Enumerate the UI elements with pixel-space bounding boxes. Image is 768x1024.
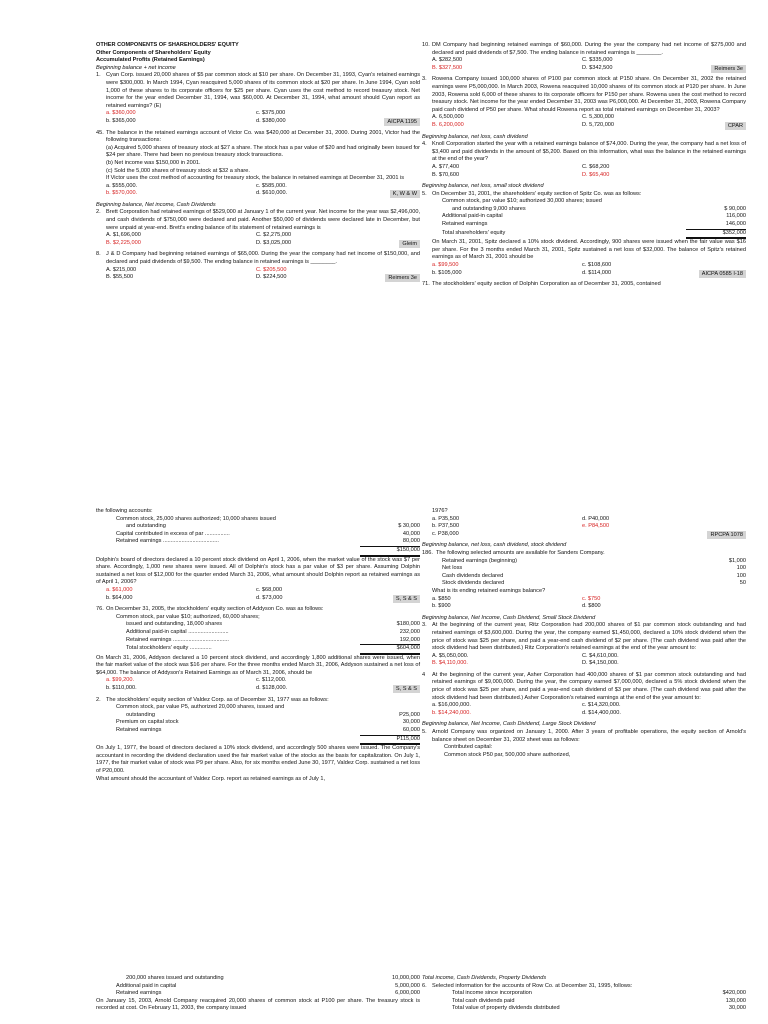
options-row [422, 603, 746, 611]
option-c: C. 5,300,000 [582, 114, 615, 121]
option-a: A. $282,500 [432, 57, 463, 64]
option-a-correct: a. $99,200. [106, 677, 134, 684]
row-value: 50 [739, 580, 746, 587]
table-row [108, 637, 420, 646]
source-badge: S, S & S [393, 685, 420, 693]
option-b-correct: B. $2,225,000 [106, 239, 141, 246]
option-a: A. $215,000 [106, 266, 137, 273]
option-b-correct: B. 6,200,000 [432, 121, 464, 128]
table-row [434, 206, 746, 214]
options-row [422, 702, 746, 710]
options-row [96, 685, 420, 693]
row-value: 80,000 [360, 538, 420, 547]
question-body: On January 15, 2003, Arnold Company reacquired 20,000 shares of common stock at P100 per share. The treasury stock is recorded at cost. On February 11, 2003, the company issued [96, 997, 420, 1012]
heading-sub: Other Components of Shareholders' Equity [96, 49, 211, 56]
question-jd [96, 251, 420, 266]
question-number: 5. [422, 190, 427, 197]
table-row [434, 990, 746, 998]
option-c: c. P38,000 [432, 530, 459, 537]
topic-tag: Beginning balance + net income [96, 64, 176, 71]
option-a: A. $1,696,000 [106, 232, 141, 239]
options-row [422, 114, 746, 122]
option-b: B. $55,500 [106, 274, 134, 281]
option-c: c. $68,000 [256, 586, 283, 593]
amounts-table [422, 990, 746, 1013]
table-row [434, 213, 746, 221]
row-label: Additional paid-in capital .......................... [126, 628, 229, 635]
source-badge: RPCPA 1078 [707, 531, 746, 539]
row-label: Common stock, par value $10; authorized 30,000 shares; issued [442, 198, 602, 205]
options-row [96, 677, 420, 685]
options-row [96, 183, 420, 191]
row-label: Cash dividends declared [442, 572, 504, 579]
question-ask: On March 31, 2006, Addyson declared a 10 percent stock dividend, and accordingly 1,800 additional shares were issued, when the fair market value of the stock was $16 per share. For the three months ended March 31, 2006, Addyson sustained a net loss of $64,000. The balance of Addyson's Retained Earnings as of March 31, 2006, should be [96, 654, 420, 676]
source-badge: Reimers 3e [711, 65, 746, 73]
row-label: and outstanding [126, 523, 166, 530]
source-badge: S, S & S [393, 595, 420, 603]
row-label: Retained earnings (beginning) [442, 557, 517, 564]
option-c: c. $375,000 [256, 110, 286, 117]
option-b: b. $365,000 [106, 117, 136, 124]
row-value: P115,000 [360, 736, 420, 746]
options-row [96, 232, 420, 240]
options-row [422, 653, 746, 661]
source-badge: CPAR [725, 122, 746, 130]
option-c-correct: C. $205,500 [256, 266, 287, 273]
option-d: d. $14,400,000. [582, 709, 621, 716]
options-row [96, 595, 420, 603]
heading-main: OTHER COMPONENTS OF SHAREHOLDERS' EQUITY [96, 42, 239, 48]
topic-tag: Beginning balance, net loss, cash dividend, stock dividend [422, 542, 567, 549]
equity-table [96, 516, 420, 557]
options-row [422, 516, 746, 524]
row-value: $352,000 [686, 230, 746, 240]
question-body: On July 1, 1977, the board of directors declared a 10% stock dividend, and accordingly 500 shares were issued. The Company's accountant in recording the dividend declaration used the fair market value of the stocks as the basis for capitalization. On July 1, 1977, the fair market value of stock was P9 per share. Also, for six months ended June 30, 1977, Valdez Corp. sustained a net loss of P20,000. [96, 745, 420, 774]
row-label: Additional paid in capital [116, 982, 177, 989]
table-row [108, 712, 420, 720]
question-sanders [422, 550, 746, 558]
table-row [434, 1005, 746, 1013]
question-number: 71. [422, 281, 430, 288]
question-number: 2. [96, 209, 101, 216]
topic-tag: Beginning balance, Net Income, Cash Dividend, Small Stock Dividend [422, 614, 596, 621]
question-text: J & D Company had beginning retained earnings of $65,000. During the year the company had net income of $150,000, and declared and paid dividends of $9,500. The ending balance in retained earnings is ________. [106, 251, 420, 266]
table-row [108, 983, 420, 991]
topic-tag: Beginning balance, net loss, small stock dividend [422, 183, 544, 190]
question-text: At the beginning of the current year, Asher Corporation had 400,000 shares of $1 par common stock outstanding and had retained earnings of $9,000,000. During the year, the company earned $7,000,000, declared a 5% stock dividend when the price of stock was $25 per share, and paid a year-end cash dividend of $3 per share. (The cash dividend was paid after the stock dividend had been distributed.) Asher Corporation's retained earnings at the end of the year amount to: [432, 671, 746, 701]
equity-table [422, 198, 746, 239]
option-d: d. $128,000. [256, 685, 288, 692]
option-d: D. $342,500 [582, 64, 613, 71]
row-label: Net loss [442, 565, 463, 572]
options-row [422, 262, 746, 270]
options-row [96, 110, 420, 118]
table-row [108, 621, 420, 629]
option-a: A. 6,500,000 [432, 114, 464, 121]
question-text: On December 31, 2005, the stockholders' equity section of Addyson Co. was as follows: [106, 606, 324, 613]
options-row [422, 164, 746, 172]
table-row [108, 547, 420, 557]
options-row [96, 274, 420, 282]
left-column-middle [96, 508, 420, 783]
question-text: The following selected amounts are available for Sanders Company. [436, 549, 605, 556]
option-b-correct: b. $570,000. [106, 190, 138, 197]
question-ritz [422, 622, 746, 652]
option-e-correct: e. P84,500 [582, 523, 610, 530]
table-row [434, 230, 746, 240]
table-row [108, 629, 420, 637]
row-value: 6,000,000 [395, 990, 420, 997]
row-label: Premium on capital stock [116, 719, 179, 726]
option-c: c. $112,000. [256, 677, 287, 684]
options-row [96, 587, 420, 595]
table-row [108, 727, 420, 736]
row-value: 30,000 [402, 719, 420, 726]
row-label: Common stock, par value P5, authorized 20,000 shares, issued and [116, 704, 285, 711]
question-number: 10. [422, 42, 430, 48]
question-rowena [422, 76, 746, 114]
row-value: 100 [736, 565, 746, 572]
option-b: B. $70,600 [432, 171, 460, 178]
table-row [108, 975, 420, 983]
row-label: issued and outstanding, 18,000 shares [126, 621, 223, 628]
valdez-continued: 1976? [432, 508, 448, 514]
right-column-bottom [422, 975, 746, 1013]
option-c: c. $14,320,000. [582, 702, 621, 709]
row-label: Retained earnings .................................... [126, 636, 229, 643]
options-row [422, 172, 746, 180]
option-b: b. $105,000 [432, 269, 462, 276]
option-a: a. $850 [432, 595, 451, 602]
row-label: Total income since incorporation [452, 990, 532, 997]
question-ask: On March 31, 2001, Spitz declared a 10% stock dividend. Accordingly, 900 shares were issued when the fair value was $16 per share. For the 3 months ended March 31, 2001, Spitz sustained a net loss of $32,000. The balance of Spitz's retained earnings as of March 31, 2001 should be [432, 239, 746, 261]
option-a-correct: a. $61,000 [106, 586, 133, 593]
table-row [434, 558, 746, 566]
option-d: D. 5,720,000 [582, 121, 615, 128]
table-row [108, 645, 420, 655]
row-value: $604,000 [360, 645, 420, 655]
row-label: Common stock, 25,000 shares authorized; 10,000 shares issued [116, 515, 276, 522]
question-victor [96, 130, 420, 145]
row-label: outstanding [126, 711, 155, 718]
question-addyson [96, 606, 420, 614]
question-number: 2. [96, 696, 101, 703]
option-a: a. $555,000. [106, 182, 138, 189]
right-column-top [422, 42, 746, 289]
question-ask: If Victor uses the cost method of accounting for treasury stock, the balance in retained earnings at December 31, 2001 is [106, 175, 405, 182]
row-value: $ 30,000 [398, 523, 420, 530]
question-text: Knoll Corporation started the year with a retained earnings balance of $74,000. During the year, the company had a net loss of $3,400 and paid dividends in the amount of $5,200. Based on this information, what was the balance in the retained earnings at the end of the year? [432, 141, 746, 163]
row-label: Retained earnings .................................... [116, 538, 219, 545]
options-row [422, 596, 746, 604]
options-row [422, 660, 746, 668]
question-row-co [422, 983, 746, 991]
table-row [108, 736, 420, 746]
question-text: DM Company had beginning retained earnings of $60,000. During the year the company had net income of $275,000 and declared and paid dividends of $7,500. The ending balance in retained earnings is ________. [432, 42, 746, 56]
row-value: $150,000 [360, 547, 420, 557]
topic-tag: Total income, Cash Dividends, Property Dividends [422, 975, 547, 981]
option-d: D. $224,500 [256, 274, 287, 281]
option-d: d. $380,000 [256, 117, 286, 124]
question-cyan [96, 72, 420, 110]
question-knoll [422, 141, 746, 164]
question-valdez [96, 697, 420, 705]
table-row [108, 704, 420, 712]
question-text: The stockholders' equity section of Dolphin Corporation as of December 31, 2005, contained [432, 281, 661, 288]
question-number: 76. [96, 606, 104, 613]
option-b: b. $900 [432, 603, 451, 610]
option-c: C. $4,610,000. [582, 652, 619, 659]
row-value: $420,000 [722, 990, 746, 997]
option-b-correct: b. $14,240,000. [432, 709, 471, 716]
row-label: 200,000 shares issued and outstanding [126, 975, 224, 981]
equity-table [96, 975, 420, 998]
question-number: 3. [422, 622, 427, 629]
question-text: Arnold Company was organized on January 1, 2000. After 3 years of profitable operations, the equity section of Arnold's balance sheet on December 31, 2002 sheet was as follows: [432, 729, 746, 743]
table-row [434, 998, 746, 1006]
row-label: Total cash dividends paid [452, 997, 515, 1004]
option-a-correct: a. $360,000 [106, 110, 136, 117]
row-label: Retained earnings [116, 727, 162, 734]
option-d: d. $114,000 [582, 269, 612, 276]
row-value: 5,000,000 [395, 982, 420, 989]
question-spitz [422, 191, 746, 199]
row-value: 130,000 [725, 997, 746, 1004]
options-row [422, 57, 746, 65]
equity-table [96, 704, 420, 745]
row-value: 40,000 [402, 530, 420, 537]
source-badge: AICPA 1195 [384, 118, 420, 126]
dolphin-continued: the following accounts: [96, 508, 153, 514]
option-d: D. $4,150,000. [582, 660, 619, 667]
topic-tag: Beginning balance, Net income, Cash Dividends [96, 201, 216, 208]
option-c: C. $68,200 [582, 163, 610, 170]
question-text: Dolphin's board of directors declared a 10 percent stock dividend on April 1, 2006, when the market value of the stock was $7 per share. Accordingly, 1,000 new shares were issued. All of Dolphin's stock has a par value of $3 per share. Assuming Dolphin sustained a net loss of $12,000 for the quarter ended March 31, 2006, what amount should Dolphin report as retained earnings as of April 1, 2006? [96, 556, 420, 586]
question-text: Cyan Corp. issued 20,000 shares of $5 par common stock at $10 per share. On December 31, 1993, Cyan's retained earnings were $300,000. In March 1994, Cyan reacquired 5,000 shares of its common stock at $20 per share. In June 1994, Cyan sold 1,000 of these shares to its corporate officers for $25 per share. Cyan uses the cost method to record treasury stock. Net income for the year ended December 31, 1994, was $60,000. At December 31, 1994, what amount should Cyan report as retained earnings? (E) [106, 72, 420, 109]
question-brett [96, 209, 420, 232]
question-ask: What amount should the accountant of Valdez Corp. report as retained earnings as of July 1, [96, 775, 326, 782]
question-number: 1. [96, 72, 101, 79]
options-row [96, 190, 420, 198]
options-row [422, 122, 746, 130]
table-row [108, 531, 420, 539]
left-column-bottom [96, 975, 420, 1013]
row-value: 116,000 [726, 213, 746, 220]
row-value: 100 [736, 572, 746, 579]
options-row [422, 65, 746, 73]
question-text: The balance in the retained earnings account of Victor Co. was $420,000 at December 31, 2000. During 2001, Victor had the following transactions: [106, 129, 420, 144]
table-row [434, 573, 746, 581]
row-value: 146,000 [686, 221, 746, 230]
source-badge: K, W & W [390, 190, 420, 198]
question-number: 3. [422, 76, 427, 83]
question-number: 8. [96, 251, 101, 258]
heading-topic: Accumulated Profits (Retained Earnings) [96, 57, 205, 64]
source-badge: Reimers 3e [385, 274, 420, 282]
options-row [422, 523, 746, 531]
row-value: 192,000 [360, 637, 420, 646]
option-c: C. $335,000 [582, 57, 613, 64]
question-number: 186. [422, 549, 433, 556]
question-text: On December 31, 2001, the shareholders' equity section of Spitz Co. was as follows: [432, 190, 642, 197]
row-label: Retained earnings [442, 221, 488, 228]
option-b-correct: B. $4,110,000. [432, 660, 468, 667]
options-row [96, 267, 420, 275]
option-b: b. $64,000 [106, 594, 133, 601]
question-text: The stockholders' equity section of Valdez Corp. as of December 31, 1977 was as follows: [106, 696, 329, 703]
question-number: 4 [422, 671, 426, 678]
transaction-a: (a) Acquired 5,000 shares of treasury stock at $27 a share. The stock has a par value of $20 and had originally been issued for $24 per share. There had been no previous treasury stock transactions. [106, 144, 420, 159]
option-b-correct: B. $327,500 [432, 64, 463, 71]
row-value: $180,000 [396, 621, 420, 628]
row-value: 60,000 [360, 727, 420, 736]
left-column-top [96, 42, 420, 282]
option-d: d. $800 [582, 603, 601, 610]
question-number: 4. [422, 141, 427, 148]
row-label: Stock dividends declared [442, 580, 505, 587]
option-d: d. P40,000 [582, 515, 610, 522]
source-badge: Gleim [399, 240, 420, 248]
option-d: d. $610,000. [256, 190, 288, 197]
table-row [108, 516, 420, 524]
option-d-correct: D. $65,400 [582, 171, 610, 178]
row-label: Capital contributed in excess of par ................ [116, 530, 230, 537]
row-value: 10,000,000 [392, 975, 420, 981]
row-label: Total stockholders' equity .............. [126, 645, 212, 652]
row-label: and outstanding 9,000 shares [452, 205, 526, 212]
option-b: b. P37,500 [432, 523, 460, 530]
table-row [434, 198, 746, 206]
option-a-correct: a. $99,500 [432, 262, 459, 269]
row-label: Total value of property dividends distributed [452, 1005, 560, 1012]
row-value: 30,000 [728, 1005, 746, 1012]
option-d: D. $3,025,000 [256, 239, 292, 246]
question-number: 6. [422, 982, 427, 989]
table-row [108, 523, 420, 531]
options-row [96, 240, 420, 248]
question-number: 5. [422, 729, 427, 736]
table-row [434, 580, 746, 588]
option-a: a. P35,500 [432, 515, 460, 522]
transaction-c: (c) Sold the 5,000 shares of treasury stock at $32 a share. [106, 167, 250, 174]
row-label: Additional paid-in capital [442, 213, 503, 220]
amounts-table [422, 558, 746, 588]
row-value: $1,000 [728, 557, 746, 564]
table-row [434, 565, 746, 573]
option-c: C. $2,275,000 [256, 232, 292, 239]
section-line: Common stock P50 par, 500,000 share authorized, [444, 751, 571, 758]
question-dolphin [422, 281, 746, 289]
option-d: d. $73,000 [256, 594, 283, 601]
transactions-list [96, 145, 420, 183]
option-b: b. $110,000. [106, 685, 137, 692]
table-row [108, 719, 420, 727]
transaction-b: (b) Net income was $150,000 in 2001. [106, 159, 201, 166]
options-row [422, 531, 746, 539]
option-a: a. $16,000,000. [432, 702, 471, 709]
option-c: c. $585,000. [256, 182, 287, 189]
question-ask: What is its ending retained earnings balance? [432, 587, 546, 594]
question-arnold [422, 729, 746, 744]
table-row [108, 990, 420, 998]
row-label: Common stock, par value $10; authorized, 60,000 shares; [116, 613, 260, 620]
topic-tag: Beginning balance, Net Income, Cash Dividend, Large Stock Dividend [422, 721, 596, 728]
row-value: 232,000 [399, 628, 420, 635]
row-label: Total shareholders' equity [442, 229, 506, 236]
question-text: At the beginning of the current year, Ritz Corporation had 200,000 shares of $1 par common stock outstanding and had retained earnings of $3,600,000. During the year, the company earned $1,450,000, declared a 10% stock dividend when the price of stock was $25 per share, and paid a year-end cash dividend of $2 per share. (The cash dividend was paid after the stock dividend had been distributed.) Ritz Corporation's retained earnings at the end of the year amount to: [432, 622, 746, 652]
row-value: P25,000 [399, 711, 420, 718]
options-row [96, 118, 420, 126]
row-value: $ 90,000 [724, 205, 746, 212]
question-asher [422, 672, 746, 702]
equity-table [96, 614, 420, 655]
question-dm [422, 42, 746, 57]
table-row [108, 614, 420, 622]
option-a: A. $77,400 [432, 163, 460, 170]
option-c-correct: c. $750 [582, 595, 601, 602]
table-row [434, 221, 746, 230]
right-column-middle [422, 508, 746, 759]
question-number: 45. [96, 129, 104, 136]
question-text: Brett Corporation had retained earnings of $529,000 at January 1 of the current year. Net income for the year was $2,496,000, and cash dividends of $750,000 were declared and paid. Another $50,000 of dividends were declared late in December, but were unpaid at year-end. Brett's ending balance of its statement of retained earnings is [106, 209, 420, 231]
topic-tag: Beginning balance, net loss, cash dividend [422, 133, 528, 140]
options-row [422, 270, 746, 278]
row-label: Retained earnings [116, 990, 162, 997]
section-label: Contributed capital: [444, 744, 493, 751]
question-text: Rowena Company issued 100,000 shares of P100 par common stock at P150 share. On December 31, 2002 the retained earnings were P5,000,000. In March 2003, Rowena reacquired 10,000 shares of its common stock at P120 per share. In June 2003, Rowena sold 6,000 of these shares to its corporate officers for P150 per share. Rowena uses the cost method to record treasury stock. Net income for the year ended December 31, 2003 was P6,000,000. At December 31, 2003, Rowena Company paid cash dividend of P50 per share. What should Rowena report as total retained earnings on December 31, 2003? [432, 76, 746, 113]
table-row [108, 538, 420, 547]
question-text: Selected information for the accounts of Row Co. at December 31, 1995, follows: [432, 982, 633, 989]
option-c: c. $108,600 [582, 262, 612, 269]
source-badge: AICPA 0585 I-18 [699, 270, 746, 278]
options-row [422, 710, 746, 718]
option-a: A. $5,050,000. [432, 652, 469, 659]
